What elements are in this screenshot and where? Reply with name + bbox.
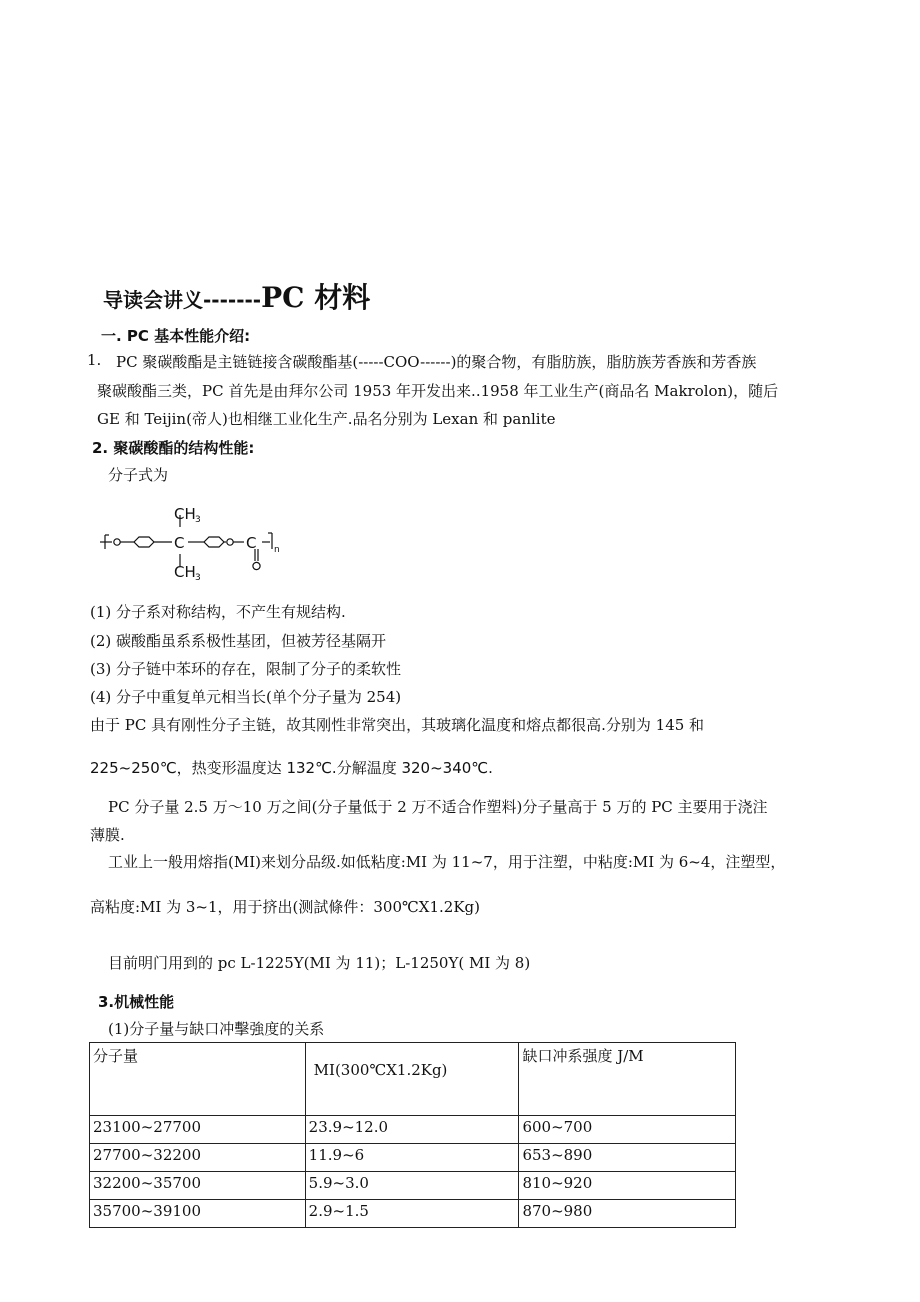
section1-item-number: 1. bbox=[87, 351, 102, 369]
formula-carbonyl-c: C bbox=[246, 534, 257, 552]
table-cell: 870~980 bbox=[519, 1200, 736, 1228]
table-header-cell: 分子量 bbox=[90, 1043, 306, 1116]
table-cell: 600~700 bbox=[519, 1116, 736, 1144]
table-cell: 11.9~6 bbox=[305, 1144, 519, 1172]
table-cell: 23100~27700 bbox=[90, 1116, 306, 1144]
section3-heading: 3.机械性能 bbox=[98, 993, 175, 1011]
table-cell: 32200~35700 bbox=[90, 1172, 306, 1200]
formula-label: 分子式为 bbox=[108, 466, 169, 484]
section1-line-1: PC 聚碳酸酯是主链链接含碳酸酯基(-----COO------)的聚合物，有脂肪族，脂肪族芳香族和芳香族 bbox=[116, 353, 757, 371]
title-prefix: 导读会讲义------- bbox=[103, 288, 262, 312]
section1-line-2: 聚碳酸酯三类，PC 首先是由拜尔公司 1953 年开发出来..1958 年工业生产(商品名 Makrolon)，随后 bbox=[97, 382, 779, 400]
molecular-weight-line-2: 薄膜. bbox=[90, 826, 125, 844]
table-cell: 27700~32200 bbox=[90, 1144, 306, 1172]
formula-ch3-bottom-sub: 3 bbox=[195, 573, 201, 583]
table-cell: 5.9~3.0 bbox=[305, 1172, 519, 1200]
formula-repeat-n: n bbox=[274, 545, 280, 555]
formula-ch3-top-sub: 3 bbox=[195, 515, 201, 525]
table-row bbox=[90, 1172, 736, 1200]
table-header-cell: 缺口冲系强度 J/M bbox=[519, 1043, 736, 1116]
formula-central-c: C bbox=[174, 534, 185, 552]
melt-index-line-1: 工业上一般用熔指(MI)来划分品级.如低粘度:MI 为 11~7，用于注塑，中粘度:MI 为 6~4，注塑型， bbox=[108, 853, 786, 871]
molecular-weight-impact-table bbox=[89, 1042, 736, 1228]
formula-carbonyl-oxygen bbox=[253, 562, 260, 569]
table-cell: 2.9~1.5 bbox=[305, 1200, 519, 1228]
table-row bbox=[90, 1116, 736, 1144]
table-cell: 35700~39100 bbox=[90, 1200, 306, 1228]
formula-benzene-1 bbox=[134, 537, 154, 547]
title-main: PC 材料 bbox=[261, 281, 371, 314]
formula-oxygen-right bbox=[227, 539, 233, 545]
formula-benzene-2 bbox=[204, 537, 224, 547]
table-header-row bbox=[90, 1043, 736, 1116]
temperature-line-1: 由于 PC 具有刚性分子主链，故其刚性非常突出，其玻璃化温度和熔点都很高.分别为 145 和 bbox=[90, 716, 705, 734]
table-header-cell: MI(300℃X1.2Kg) bbox=[305, 1043, 519, 1116]
formula-ch3-bottom: CH bbox=[174, 563, 196, 581]
temperature-line-2: 225~250℃，热变形温度达 132℃.分解温度 320~340℃. bbox=[90, 759, 493, 777]
section2-heading: 2. 聚碳酸酯的结构性能: bbox=[92, 439, 255, 457]
section1-line-3: GE 和 Teijin(帝人)也相继工业化生产.品名分别为 Lexan 和 panlite bbox=[97, 410, 556, 428]
table-cell: 653~890 bbox=[519, 1144, 736, 1172]
table-row bbox=[90, 1144, 736, 1172]
document-title bbox=[103, 276, 370, 316]
table-cell: 810~920 bbox=[519, 1172, 736, 1200]
structure-point-1: (1) 分子系对称结构，不产生有规结构. bbox=[90, 603, 346, 621]
table-caption: (1)分子量与缺口冲擊強度的关系 bbox=[108, 1020, 325, 1038]
formula-oxygen-left bbox=[114, 539, 120, 545]
table-cell: 23.9~12.0 bbox=[305, 1116, 519, 1144]
structure-point-3: (3) 分子链中苯环的存在，限制了分子的柔软性 bbox=[90, 660, 402, 678]
molecular-weight-line-1: PC 分子量 2.5 万～10 万之间(分子量低于 2 万不适合作塑料)分子量高于 5 万的 PC 主要用于浇注 bbox=[108, 798, 768, 816]
section1-heading: 一. PC 基本性能介绍: bbox=[101, 327, 251, 345]
structure-point-2: (2) 碳酸酯虽系系极性基团，但被芳径基隔开 bbox=[90, 632, 387, 650]
current-grades-line: 目前明门用到的 pc L-1225Y(MI 为 11)；L-1250Y( MI 为 8) bbox=[108, 954, 531, 972]
melt-index-line-2: 高粘度:MI 为 3~1，用于挤出(测試條件：300℃X1.2Kg) bbox=[90, 898, 480, 916]
table-row bbox=[90, 1200, 736, 1228]
structural-formula bbox=[98, 495, 288, 587]
structure-point-4: (4) 分子中重复单元相当长(单个分子量为 254) bbox=[90, 688, 402, 706]
formula-ch3-top: CH bbox=[174, 505, 196, 523]
